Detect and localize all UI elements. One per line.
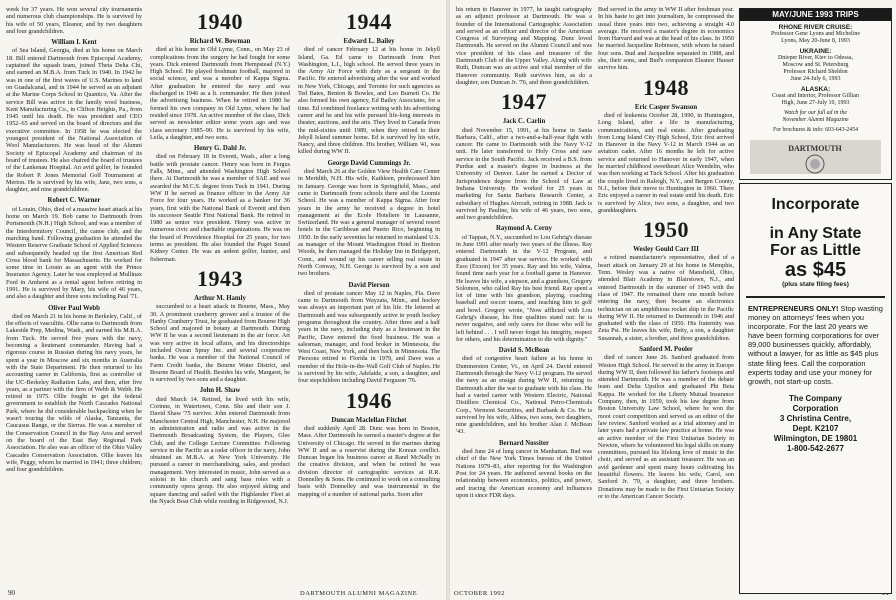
- company-line: Dept. K2107: [792, 423, 839, 433]
- column-1: [6, 6, 142, 590]
- obituary-text: died of congestive heart failure at his home in Dummerston Center, Vt., on April 24. David entered Dartmouth through the Navy V-12 program. He served the navy as an ensign during WW II, returning to Dartmouth after the war to graduate with his class. He had a varied career with Western Electric, National Distillers Chemical Co., National Petro-Chemicals Corp., Vermont Securities, and Burbank & Co. He is survived by his wife, Althea, two sons, two daughters, nine grandchildren, and his brother Alan J. McBean '43.: [456, 355, 592, 436]
- obituary-text: died of cancer February 12 at his home in Jekyll Island, Ga. Ed came to Dartmouth from Port Washington, L.I., high school. He served three years in the Army Air Force with duty as a sergeant in the Pacific. He entered advertising after the war and worked in New York, Chicago, and Toronto for such agencies as Ted Bates, Benton & Bowles, and Leo Burnett Co. He also formed his own agency, Ed Bailey Associates, for a time. Ed combined freelance writing with his advertising career and he and his wife pursued life-long interests in theater, auctions, and the arts. They lived in Canada from the mid-sixties until 1989, when they retired to their Jekyll Island summer home. Ed is survived by his wife, Nancy, and three children. His brother, William '41, was killed during WW II.: [298, 46, 440, 156]
- ad-headline-2: in Any State: [769, 225, 862, 242]
- person-name: Robert C. Warner: [47, 197, 101, 205]
- obituary-entry: [598, 354, 734, 500]
- person-name: Henry G. Dahl Jr.: [193, 145, 247, 153]
- obituary-entry: [456, 127, 592, 222]
- person-name: Jack C. Carlin: [502, 118, 546, 126]
- person-name: Sanford M. Pooler: [639, 345, 693, 353]
- trip-detail: Professor Gene Lyons and Micheline: [771, 31, 860, 37]
- person-name: Richard W. Bowman: [189, 38, 251, 45]
- person-name: William I. Kent: [51, 39, 97, 47]
- obituary-entry: [598, 254, 734, 342]
- obituary-text: died March 14. Retired, he lived with his wife, Corinne, in Watertown, Conn. She and their son J. David Shaw '75 survive. John entered Dartmouth from Manchester Central High, Manchester, N.H. He majored in administration and radio and was active in the Dartmouth Broadcasting System, the Players, Glee Club, and the College Lecture Committee. Following service in the Pacific as a radar officer in the navy, John obtained an M.B.A. at New York University. He pursued a career in merchandising, sales, and product management. Very interested in music, John served as a soloist in his church and sang bass roles with a community opera group. He also enjoyed skiing and square dancing and sailed with the Highlander Fleet at the Nyack Boat Club while residing in Ridgewood, N.J.: [150, 395, 290, 505]
- incorporate-ad: [739, 183, 892, 594]
- intro-text: his return to Hanover in 1977, he taught cartography as an adjunct professor at Dartmouth. He was a founder of the International Cartographic Association and served as an officer and director of the American Congress of Surveying and Mapping. Dunc loved Dartmouth. He served on the Alumni Council and was vice president of his class and treasurer of the Dartmouth Club of the Upper Valley. Along with wife Ruth, Duncan was an active and vital member of the Hanover community. Ruth survives him, as do a daughter, son Duncan Jr. '76, and three grandchildren.: [456, 6, 592, 86]
- obituary-entry: [6, 206, 142, 301]
- obituary-text: of Lorain, Ohio, died of a massive heart attack at his home on March 19. Bob came to Dartmouth from Portsmouth (N.H.) High School, and was a member of the Interdormitory Council, the canoe club, and the marching band. Following graduation he attended the Western Reserve Graduate School of Applied Sciences and subsequently headed up the first American Red Cross blood bank for Massachusetts. He worked for some time in Lorain as an agent with the Prince Insurance Agency. Later he was employed at Mullinax Ford in Amherst as a rental agent before retiring in 1991. He is survived by Mary, his wife of 46 years, and also a daughter and three sons including Paul '71.: [6, 205, 142, 301]
- obituary-entry: [6, 47, 142, 193]
- obituary-text: died of prostate cancer May 12 in Naples, Fla. Dave came to Dartmouth from Wayzata, Minn., and hockey was always an important part of his life. He lettered at Dartmouth and was subsequently active in youth hockey programs throughout the country. After three and a half years in the navy, including duty as a lieutenant in the Pacific, Dave entered the food business. He was a salesman, manager, and food broker in Minnesota, the West Coast, New York, and then back in Minnesota. The Piersons retired to Florida in 1979, and Dave was a member of the Hole-in-the-Wall Golf Club of Naples. He is survived by his wife, Adelaide, a son, a daughter, and four stepchildren including David Ferguson '76.: [298, 289, 440, 385]
- ad-body-text: Stop wasting money on attorneys' fees when you incorporate. For the last 20 years we have been forming corporations for over 89,000 businesses quickly, affordably, without a lawyer, for as little as $45 plus state filing fees. Call the corporation experts today and use your money for growth, not start-up costs.: [748, 304, 883, 386]
- class-year-heading: 1950: [643, 217, 689, 243]
- ad-body: [740, 298, 891, 386]
- obituary-text: a retired manufacturer's representative, died of a heart attack on January 29 at his home in Memphis, Tenn. Wesley was a native of Mansfield, Ohio, attended Blair Academy in Blairstown, N.J., and entered Dartmouth in the summer of 1945 with the class of 1947. He remained there one month before entering the navy, then became an electronics technician on an amphibious rocket ship in the Pacific during WW II. He returned to Dartmouth in 1946 and graduated with the class of 1950. His fraternity was Zeta Psi. He leaves his wife, Betty, a son, a daughter Susannah, a sister, a brother, and three grandchildren.: [598, 254, 734, 342]
- obituary-entry: [456, 448, 592, 499]
- company-line: The Company: [789, 393, 842, 403]
- person-name: Raymond A. Cerny: [495, 225, 553, 233]
- person-name: David Pierson: [348, 281, 390, 289]
- person-name: David S. McBean: [498, 347, 550, 355]
- obituary-entry: [598, 112, 734, 214]
- person-name: Oliver Paul Webb: [48, 304, 100, 312]
- obituary-entry: [298, 46, 440, 155]
- person-name: Eric Casper Swanson: [634, 103, 698, 111]
- ad-subline: (plus state filing fees): [782, 281, 849, 288]
- company-line: 3 Christina Centre,: [779, 413, 852, 423]
- obituary-entry: [456, 234, 592, 343]
- obituary-text: died of cancer June 26. Sanford graduated from Weston High School. He served in the army in Europe during WW II, then followed his father's footsteps and attended Dartmouth. He was a member of the debate team and Delta Upsilon and graduated Phi Beta Kappa. He worked for the Liberty Mutual Insurance Company, then, in 1959, took his law degree from Boston University Law School, where he won the moot court competition and served as an editor of the law review. Sanford worked as a trial attorney and in later years had a private law practice at home. He was an active member of the First Unitarian Society in Newton, where he volunteered his legal skills on many committees, pursued his lifelong love of music in the choir, and served as an assistant treasurer. He was an avid gardener and spent many hours cultivating his beautiful flowers. He leaves his wife, Carol, son Sanford Jr. '79, a daughter, and three brothers. Donations may be made to the First Unitarian Society or to the American Cancer Society.: [598, 354, 734, 500]
- trip-title: ALASKA:: [800, 86, 831, 93]
- obituary-entry: [6, 313, 142, 474]
- ad-amount: as $45: [784, 259, 847, 281]
- intro-text: week for 37 years. He won several city tournaments and numerous club championships. He is survived by his wife of 50 years, Eleanor, and by two daughters and four grandchildren.: [6, 6, 142, 35]
- obituary-text: died suddenly April 28. Dunc was born in Boston, Mass. After Dartmouth he earned a master's degree at the University of Chicago. He served in the marines during WW II and as a reservist during the Korean conflict. Duncan began his business career at Rand McNally in the creative division, and when he retired he was division director of cartographic services at R.R. Donnelley & Sons. He continued to work on a consulting basis with Donnelley and was instrumental in the mapping of a number of national parks. Soon after: [298, 424, 440, 498]
- svg-text:DARTMOUTH: DARTMOUTH: [788, 144, 842, 153]
- obituary-entry: [150, 153, 290, 262]
- obituary-text: died of leukemia October 28, 1990, in Huntington, Long Island, after a life in manufacturing, communications, and real estate. After graduating from Long Island City High School, Eric first arrived in Hanover in the Navy V-12 in March 1944 as an aviation cadet. After 16 months he left for active service and returned to Hanover in early 1947, when he married childhood sweetheart Alice Wendelin, who was then working at Tuck School. After his graduation the couple lived in Raleigh, N.Y., and Bergen County, N.J., before their move to Huntington in 1960. There Eric enjoyed a career in real estate until his death. Eric is survived by Alice, two sons, a daughter, and two granddaughters.: [598, 111, 734, 214]
- ad-headline-1: Incorporate: [771, 196, 860, 213]
- class-year-heading: 1948: [643, 74, 689, 100]
- trip-detail: Dnieper River, Kiev to Odessa,: [777, 55, 854, 61]
- obituary-entry: [150, 396, 290, 505]
- company-line: Corporation: [792, 403, 839, 413]
- trip-detail: High, June 27-July 10, 1993: [781, 100, 850, 106]
- class-year-heading: 1946: [346, 387, 392, 413]
- trip-title: RHONE RIVER CRUISE:: [778, 24, 853, 31]
- person-name: Bernard Nossiter: [498, 439, 550, 447]
- obituary-entry: [298, 425, 440, 498]
- trips-contact: For brochures & info: 603-643-2454: [772, 127, 858, 133]
- phone-number[interactable]: 1-800-542-2677: [787, 443, 844, 453]
- obituary-text: succumbed to a heart attack in Bourne, Mass., May 30. A prominent cranberry grower and a trustee of the Hanby Cranberry Trust, he graduated from Bourne High School and majored in botany at Dartmouth. During WW II he was a second lieutenant in the air force. Art was very active in local affairs, and his directorships included Ocean Spray Inc. and several cooperative banks. He was a member of the National Council of Farm Credit banks, the Bourne Water District, and Bourne Board of Health. Besides his wife, Margaret, he is survived by two sons and a daughter.: [150, 303, 290, 384]
- person-name: Arthur M. Hamly: [194, 294, 246, 302]
- class-year-heading: 1947: [501, 89, 547, 115]
- company-line: Wilmington, DE 19801: [773, 433, 858, 443]
- ad-lead: ENTREPRENEURS ONLY!: [748, 304, 839, 313]
- obituary-text: died at his home in Old Lyme, Conn., on May 23 of complications from the surgery he had fought for some years. Dick entered Dartmouth from Hempstead (N.Y.) High School. He played freshman football, majored in social science, and was a member of Kappa Sigma. After graduation he entered the navy and was discharged in 1946 as a lt. commander. He then joined the advertising business. When he retired in 1980 he formed his own company in Old Lyme, where he had resided since 1978. An active member of the class, Dick served as newsletter editor some years ago and was class secretary 1985–90. He is survived by his wife, Leila, a daughter, and two sons.: [150, 46, 290, 141]
- trips-ad: [739, 8, 892, 180]
- trips-list: [740, 24, 891, 107]
- class-year-heading: 1944: [346, 9, 392, 34]
- class-year-heading: 1943: [197, 265, 243, 291]
- obituary-text: died on February 18 in Everett, Wash., after a long battle with prostate cancer. Henry was born in Fergus Falls, Minn., and attended Washington High School there. At Dartmouth he was a member of SAE and was awarded the M.C.S. degree from Tuck in 1941. During WW II he served as finance officer in the Army Air Force for four years. He worked as a banker for 36 years, first with the National Bank of Everett and then its successor Seattle First National Bank. He retired in 1980 as senior vice president. Henry was active in numerous civic and charitable organizations. He was on the board of Providence Hospital for 25 years, for two terms as president. He also founded the Puget Sound Kidney Center. He was an ardent golfer, hunter, and fisherman.: [150, 153, 290, 263]
- obituary-text: of Tappan, N.Y., succumbed to Lou Gehrig's disease in June 1991 after nearly two years of the illness. Ray entered Dartmouth in the V-12 Program, and graduated in 1947 after war service. He worked with Esso (Exxon) for 35 years. Ray and his wife, Valma, found time each year for a football game in Hanover. He leaves his wife, a stepson, and a grandson, Gregory Solomon, who called Ray his best friend. Ray spent a lot of time with his grandson, playing, coaching baseball and soccer teams, and teaching him to golf and bowl. Gregory wrote, "Now afflicted with Lou Gehrig's disease, his fine qualities stand out: he is never negative, and only cares for those who will be left behind . . . I will never forget his integrity, respect for others, and his determination to die with dignity.": [456, 233, 592, 343]
- trip-detail: Coast and Interior, Professor Gillian: [772, 93, 859, 99]
- obituary-entry: [456, 355, 592, 435]
- column-1: [456, 6, 592, 590]
- company-address: [740, 394, 891, 454]
- trips-note: [740, 110, 891, 124]
- page-number: 90: [8, 589, 15, 597]
- obituary-entry: [298, 290, 440, 385]
- person-name: Edward L. Bailey: [343, 38, 395, 45]
- obituary-text: died November 15, 1991, at his home in Santa Barbara, Calif., after a two-and-a-half-year fight with cancer. He came to Dartmouth with the Navy V-12 unit. He later transferred to Holy Cross and saw service in the South Pacific. Jack received a B.S. from Purdue and a master's degree in business at the University of Denver. Later he earned a Doctor of Jurisprudence degree from the School of Law at Indiana University. He worked for 25 years in marketing for Santa Barbara Research Center, a subsidiary of Hughes Aircraft, retiring in 1988. Jack is survived by Pauline, his wife of 46 years, two sons, and two grandchildren.: [456, 126, 592, 222]
- running-head: OCTOBER 1992: [454, 590, 505, 597]
- running-head: DARTMOUTH ALUMNI MAGAZINE: [300, 590, 418, 597]
- obituary-text: of Sea Island, Georgia, died at his home on March 18. Bill entered Dartmouth from Episcopal Academy, captained the squash team, joined Theta Delta Chi, and earned an M.B.A. from Tuck in 1940. In 1942 he was in one of the first waves of U.S. Marines to land on Guadalcanal, and in 1944 he served as an adjutant at the Marine Corps School in Quantico, Va. After the service Bill was active in the family wool business, Kent Manufacturing Co., in Clifton Heights, Pa., from 1945 until his death. He was president and CEO 1952–65 and served on the board of directors and the executive committee. In 1958 he was elected the youngest president of the National Association of Wool Manufacturers. He was head of the Alumni Society of Episcopal Academy and chairman of its board of trustees. He also chaired the board of trustees of the Lankenau Hospital. An avid golfer, he founded the Robert P. Jones Memorial Golf Tournament at Merion. He is survived by his wife, Jane, two sons, a daughter, and nine grandchildren.: [6, 47, 142, 194]
- obituary-text: died June 24 of lung cancer in Manhattan. Bud was chief of the New York Times bureau of the United Nations 1979–83, after reporting for the Washington Post for 24 years. He authored several books on the relationship between economics, politics, and power, and tracing the American economy and influences upon it since FDR days.: [456, 448, 592, 499]
- trip-title: UKRAINE:: [799, 48, 832, 55]
- note-line: Watch for our full ad in the: [784, 110, 847, 116]
- column-2: [598, 6, 734, 590]
- trips-ad-header: MAY/JUNE 1993 TRIPS: [740, 9, 891, 21]
- person-name: John H. Shaw: [199, 387, 241, 395]
- obituary-text: died March 26 at the Golden View Health Care Center in Meridith, N.H. His wife, Kathleen, predeceased him in January. George was born in Springfield, Mass., and came to Dartmouth from schools there and the Loomis School. He was a member of Kappa Sigma. After four years in the army he received a degree in hotel management at the Ecole Hoteliere in Lausanne, Switzerland. He was a general manager of several resort hotels in the Caribbean and Puerto Rico, beginning in 1950. In the early seventies he returned to mainland U.S. as manager of the Mount Washington Hotel in Bretton Woods, he then managed the Holiday Inn in Bridgeport, Conn., and wound up his career selling real estate in North Conway, N.H. George is survived by a son and two brothers.: [298, 168, 440, 278]
- intro-text: Bud served in the army in WW II after freshman year. In his haste to get into journalism, he compressed the usual three years into two, achieving a straight 4.0 average. He received a master's degree in economics from Harvard and was at the head of his class. In 1950 he married Jacqueline Robinson, with whom he raised four sons. Bud and Jacqueline separated in 1988, and she, their sons, and Bud's companion Eleanor Hauser survive him.: [598, 6, 734, 72]
- obituary-entry: [150, 303, 290, 383]
- trip-detail: Professor Richard Sheldon: [783, 69, 848, 75]
- person-name: Duncan Maclellan Fitchet: [331, 416, 407, 424]
- trip-detail: Lyons, May 20-June 8, 1993: [781, 38, 850, 44]
- person-name: George David Cummings Jr.: [327, 159, 411, 167]
- trip-detail: Moscow and St. Petersburg: [782, 62, 849, 68]
- person-name: Wesley Gould Carr III: [633, 246, 699, 254]
- obituary-entry: [150, 46, 290, 141]
- column-2: [150, 6, 290, 590]
- dartmouth-seal-logo: [750, 140, 881, 174]
- note-line: November Alumni Magazine: [782, 117, 849, 123]
- obituary-text: died on March 21 in his home in Berkeley, Calif., of the effects of vasculitis. Ollie came to Dartmouth from Lakeside Prep, Medina, Wash., and earned his M.B.A. from Tuck. He served five years with the navy, becoming a lieutenant commander. Having had a rigorous course in Russian during his navy years, he spent a year in Moscow and six months in Australia with the State Department. He then returned to his accounting career in California, first as controller of the UC-Berkeley Radiation Labs, and then, after five years, as a partner with the firm of Webb & Webb. He retired in 1975. Ollie fought to get the federal government to establish the North Cascades National Park, where he did considerable backpacking when he wasn't touring the wilds of Alaska, Tanzania, the Caucasus Range, or the Sierras. He was a member of the Conservation Council in the Bay Area and served on the board of the East Bay Regional Park Association. He also was an officer of the Ohio Valley Cascades Conservation Association. Ollie leaves his wife, Peggy, whom he married in 1941; three children; and four grandchildren.: [6, 312, 142, 474]
- trip-detail: June 24-July 6, 1993: [790, 76, 841, 82]
- class-year-heading: 1940: [197, 9, 243, 34]
- ad-headline-3: For as Little: [770, 242, 861, 259]
- obituary-entry: [298, 168, 440, 277]
- column-3: [298, 6, 440, 590]
- left-page: [0, 0, 446, 600]
